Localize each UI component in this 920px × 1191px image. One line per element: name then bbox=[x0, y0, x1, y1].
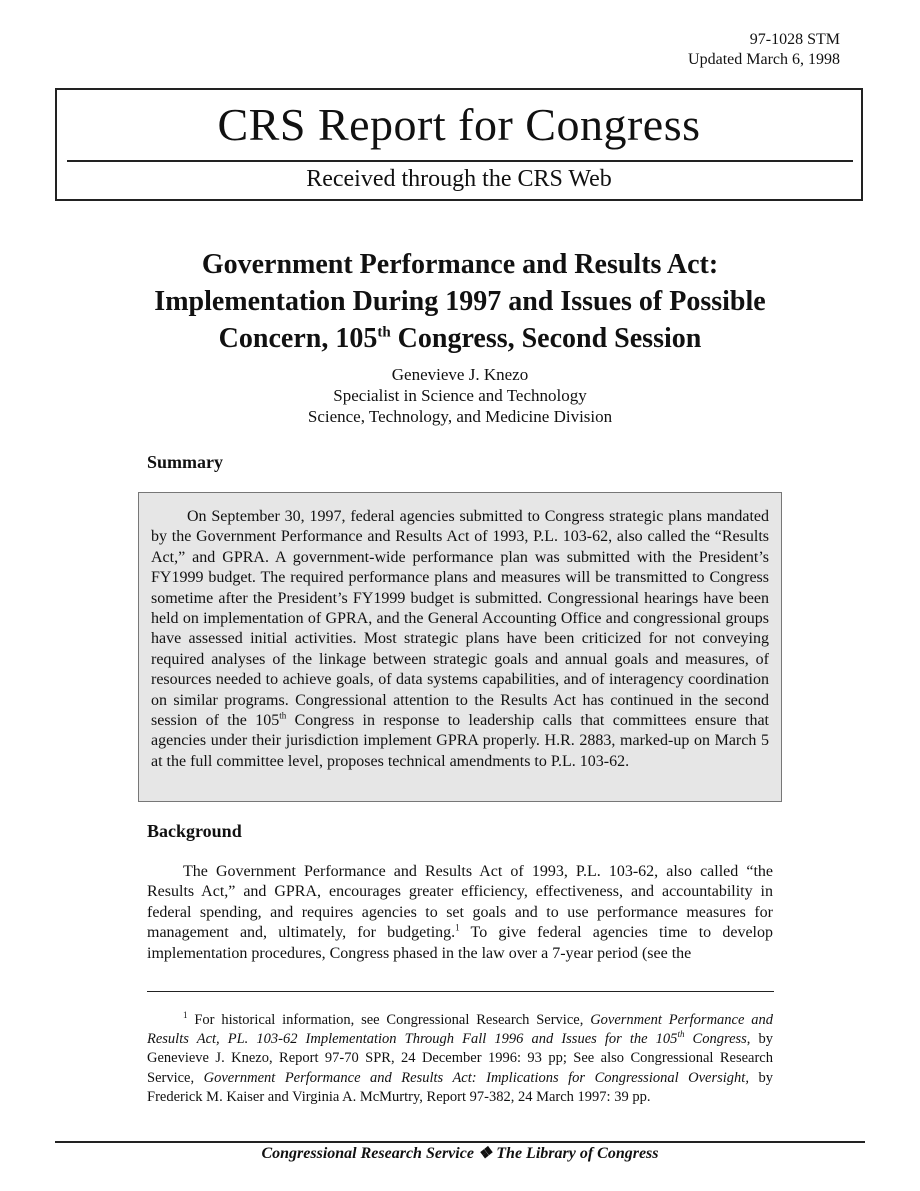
footer-credit: Congressional Research Service ❖ The Library of Congress bbox=[261, 1145, 659, 1162]
summary-heading: Summary bbox=[147, 452, 223, 472]
footnote-reference[interactable]: 1 bbox=[455, 922, 460, 933]
report-number: 97-1028 STM bbox=[749, 31, 840, 48]
banner-rule bbox=[67, 160, 853, 162]
summary-text: On September 30, 1997, federal agencies submitted to Congress strategic plans mandated by the Government Performance and Results Act of 1993, P.L. 103-62, also called the “Results Act,” and GPRA. A government-wide performance plan was submitted with the President’s FY1999 budget. The required performance plans and measures will be transmitted to Congress sometime after the President’s FY1999 budget is submitted. Congressional hearings have been held on implementation of GPRA, and the General Accounting Office and congressional groups have assessed initial activities. Most strategic plans have been criticized for not conveying required analyses of the linkage between strategic goals and annual goals and measures, of resources needed to achieve goals, of data systems capabilities, and of interagency coordination on similar programs. Congressional attention to the Results Act has continued in the second session of the 105th Congress in response to leadership calls that committees ensure that agencies under their jurisdiction implement GPRA properly. H.R. 2883, marked-up on March 5 at the full committee level, proposes technical amendments to P.L. 103-62. bbox=[151, 508, 769, 770]
report-identifier bbox=[688, 30, 840, 70]
crs-banner bbox=[55, 88, 863, 201]
author-block bbox=[100, 364, 820, 427]
footnote: $^1$ For historical information, see Congressional Research Service, Government Performance and Results Act, PL. 103-62 Implementation Through Fall 1996 and Issues for the 105th Congress, by Genevieve J. Knezo, Report 97-70 SPR, 24 December 1996: 93 pp; See also Congressional Research Service, Government Performance and Results Act: Implications for Congressional Oversight, by Frederick M. Kaiser and Virginia A. McMurtry, Report 97-382, 24 March 1997: 39 pp. bbox=[147, 1010, 774, 1105]
footnote-marker: 1 bbox=[183, 1010, 188, 1021]
summary-box bbox=[138, 492, 782, 802]
author-position: Specialist in Science and Technology bbox=[333, 386, 587, 405]
footnote-divider bbox=[147, 991, 774, 992]
title-line-1: Government Performance and Results Act: bbox=[201, 249, 719, 280]
updated-date: Updated March 6, 1998 bbox=[688, 51, 840, 68]
author-name: Genevieve J. Knezo bbox=[391, 365, 529, 384]
banner-subtitle: Received through the CRS Web bbox=[306, 166, 612, 192]
report-title bbox=[100, 246, 820, 357]
title-line-3: Concern, 105th Congress, Second Session bbox=[218, 323, 702, 354]
author-division: Science, Technology, and Medicine Division bbox=[307, 407, 613, 426]
background-text: The Government Performance and Results Act of 1993, P.L. 103-62, also called “the Results Act,” and GPRA, encourages greater efficiency, effectiveness, and accountability in federal spending, and requires agencies to set goals and to use performance measures for management and, ultimately, for budgeting.$^1$ To give federal agencies time to develop implementation procedures, Congress phased in the law over a 7-year period (see the bbox=[147, 863, 773, 962]
title-line-2: Implementation During 1997 and Issues of Possible bbox=[154, 286, 766, 317]
background-heading: Background bbox=[147, 821, 242, 841]
banner-title: CRS Report for Congress bbox=[217, 99, 701, 150]
